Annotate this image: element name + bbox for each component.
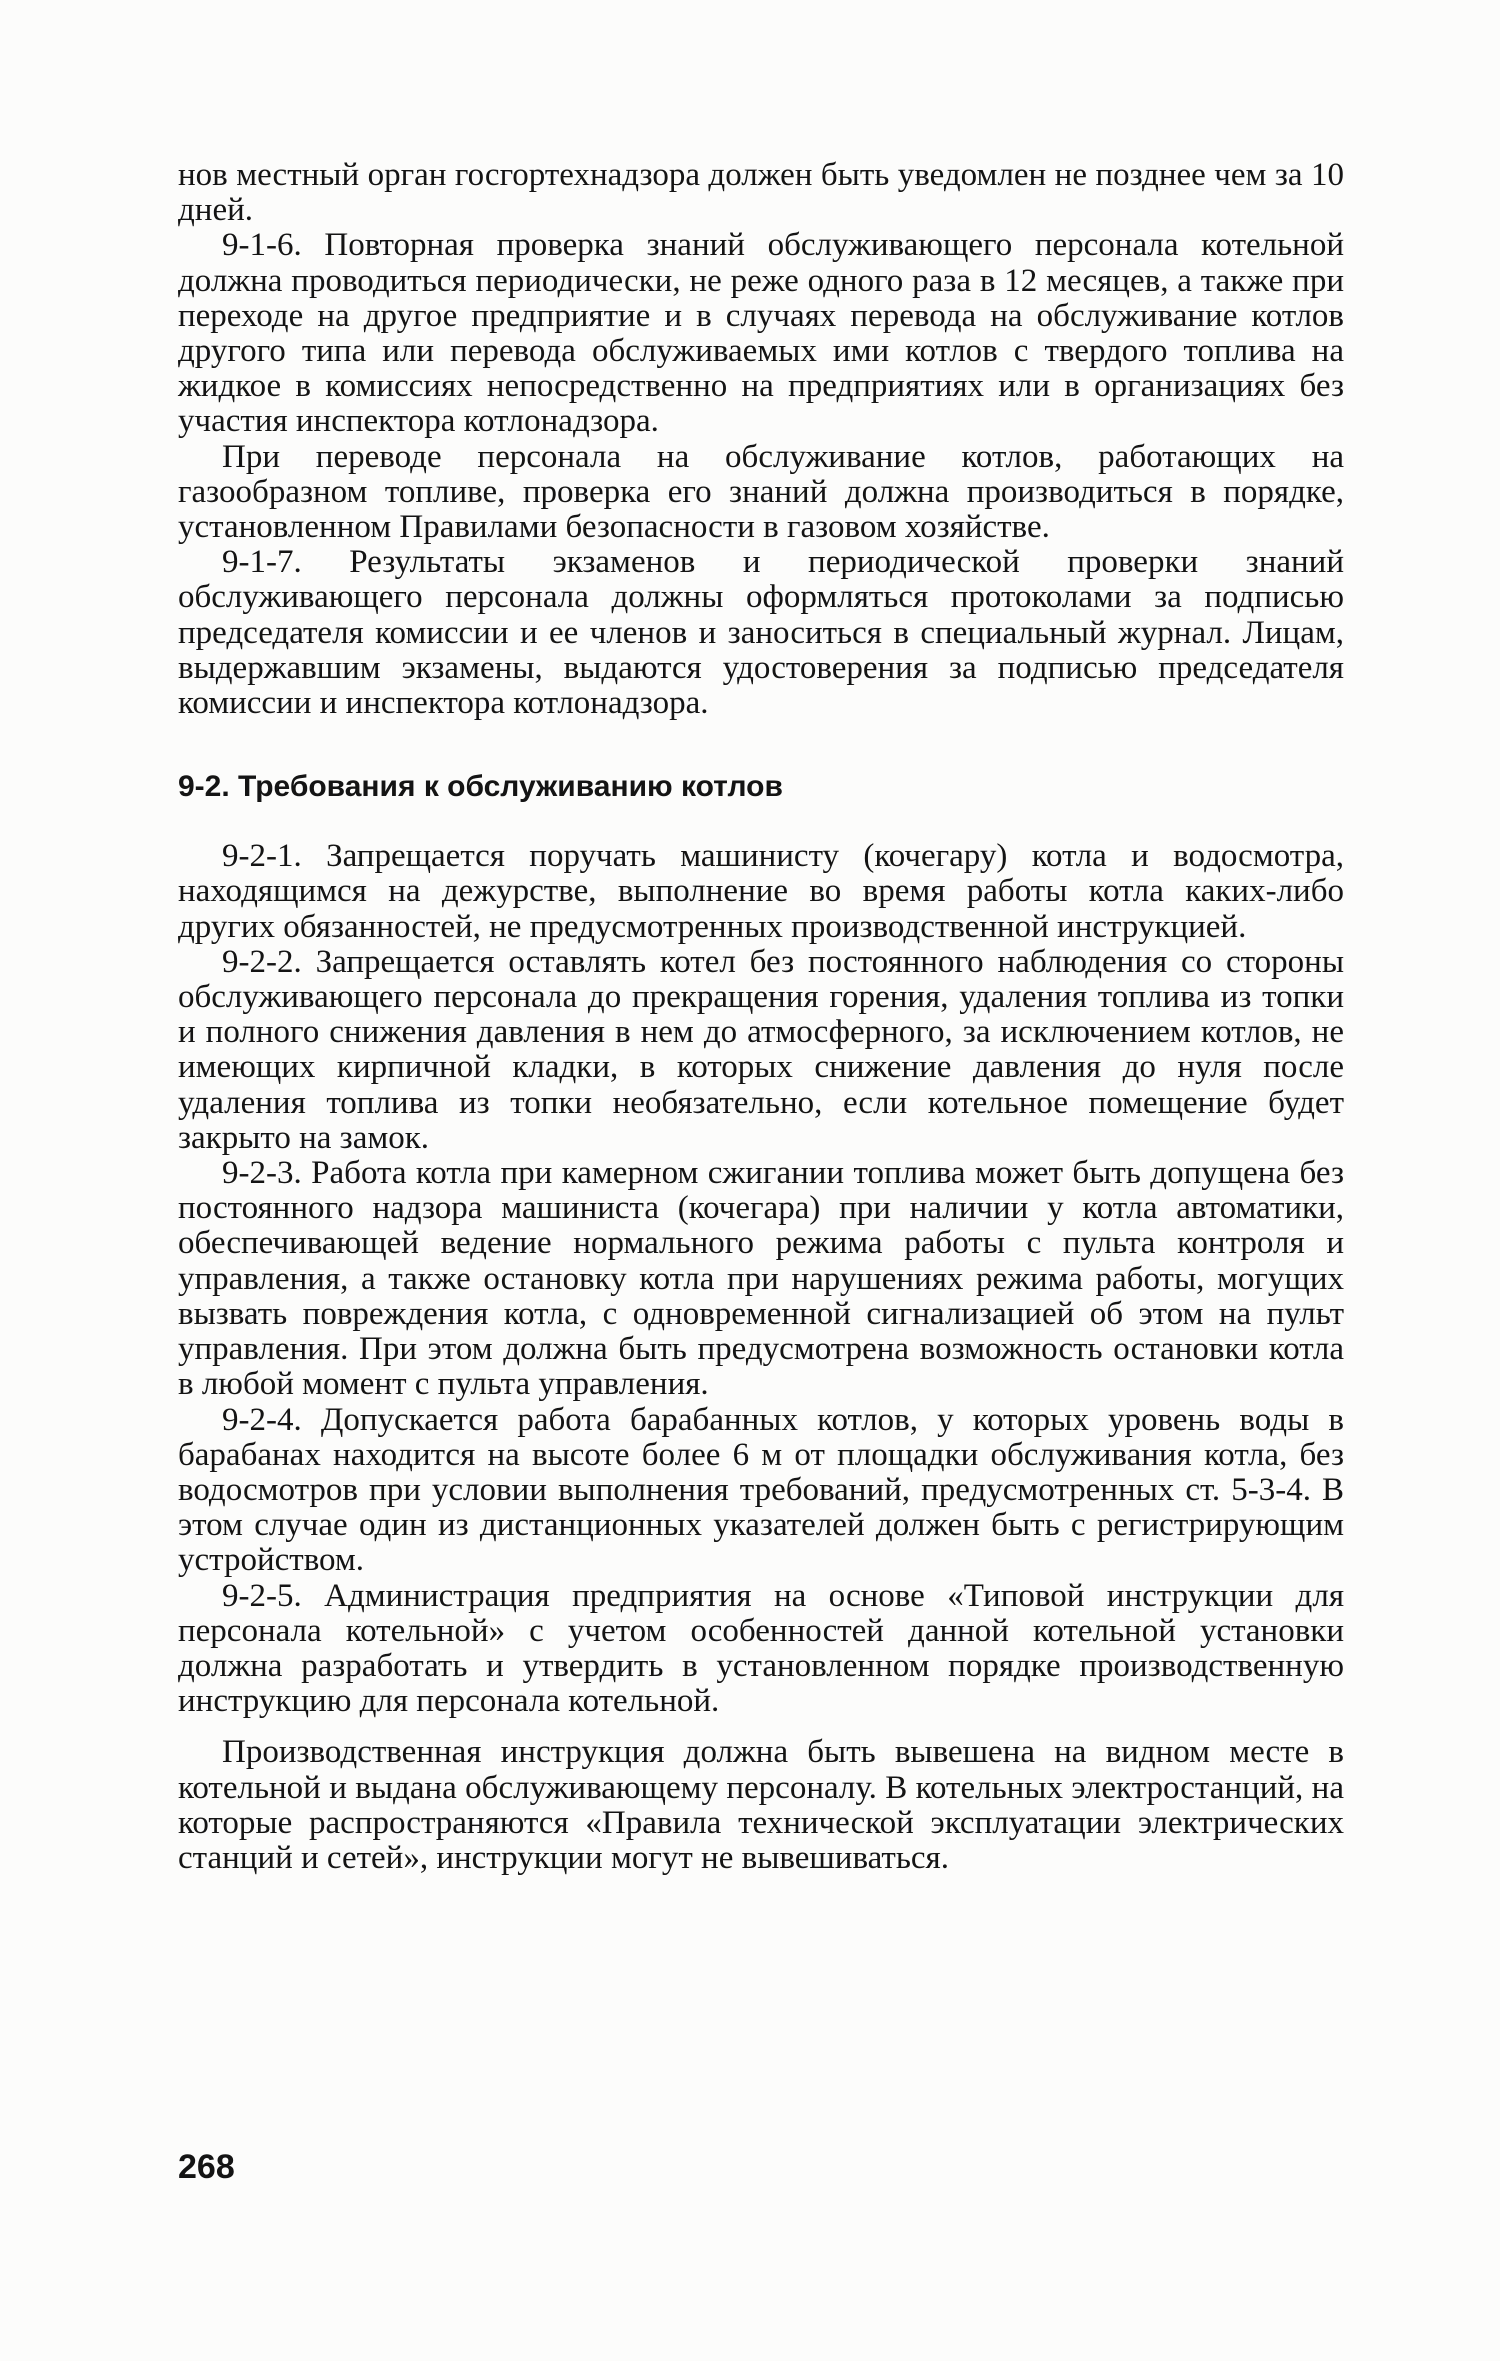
- paragraph-9-2-3: 9-2-3. Работа котла при камерном сжигании топлива может быть допущена без постоянного надзора машиниста (кочегара) при наличии у котла автоматики, обеспечивающей ведение нормального режима работы с пульта контроля и управления, а также остановку котла при нарушениях режима работы, могущих вызвать повреждения котла, с одновременной сигнализацией об этом на пульт управления. При этом должна быть предусмотрена возможность остановки котла в любой момент с пульта управления.: [178, 1155, 1344, 1403]
- paragraph-9-2-5: 9-2-5. Администрация предприятия на основе «Типовой инструкции для персонала котельной» с учетом особенностей данной котельной установки должна разработать и утвердить в установленном порядке производственную инструкцию для персонала котельной.: [178, 1577, 1344, 1720]
- section-heading: 9-2. Требования к обслуживанию котлов: [178, 770, 783, 804]
- paragraph-9-2-4: 9-2-4. Допускается работа барабанных котлов, у которых уровень воды в барабанах находится на высоте более 6 м от площадки обслуживания котла, без водосмотров при условии выполнения требований, предусмотренных ст. 5-3-4. В этом случае один из дистанционных указателей должен быть с регистрирующим устройством.: [178, 1401, 1344, 1579]
- paragraph-instruction-posting: Производственная инструкция должна быть вывешена на видном месте в котельной и выдана обслуживающему персоналу. В котельных электростанций, на которые распространяются «Правила технической эксплуатации электрических станций и сетей», инструкции могут не вывешиваться.: [178, 1734, 1344, 1876]
- paragraph-9-1-6: 9-1-6. Повторная проверка знаний обслуживающего персонала котельной должна проводиться периодически, не реже одного раза в 12 месяцев, а также при переходе на другое предприятие и в случаях перевода на обслуживание котлов другого типа или перевода обслуживаемых ими котлов с твердого топлива на жидкое в комиссиях непосредственно на предприятиях или в организациях без участия инспектора котлонадзора.: [178, 227, 1344, 440]
- paragraph-9-1-7: 9-1-7. Результаты экзаменов и периодической проверки знаний обслуживающего персонала должны оформляться протоколами за подписью председателя комиссии и ее членов и заноситься в специальный журнал. Лицам, выдержавшим экзамены, выдаются удостоверения за подписью председателя комиссии и инспектора котлонадзора.: [178, 544, 1344, 722]
- page-content: [178, 158, 1344, 1876]
- page-number: 268: [178, 2148, 235, 2186]
- paragraph-gas-fuel: При переводе персонала на обслуживание котлов, работающих на газообразном топливе, проверка его знаний должна производиться в порядке, установленном Правилами безопасности в газовом хозяйстве.: [178, 438, 1344, 546]
- paragraph-continuation: нов местный орган госгортехнадзора должен быть уведомлен не позднее чем за 10 дней.: [178, 157, 1344, 229]
- paragraph-9-2-1: 9-2-1. Запрещается поручать машинисту (кочегару) котла и водосмотра, находящимся на дежурстве, выполнение во время работы котла каких-либо других обязанностей, не предусмотренных производственной инструкцией.: [178, 838, 1344, 945]
- paragraph-gap: [178, 1719, 1344, 1735]
- paragraph-9-2-2: 9-2-2. Запрещается оставлять котел без постоянного наблюдения со стороны обслуживающего персонала до прекращения горения, удаления топлива из топки и полного снижения давления в нем до атмосферного, за исключением котлов, не имеющих кирпичной кладки, в которых снижение давления до нуля после удаления топлива из топки необязательно, если котельное помещение будет закрыто на замок.: [178, 943, 1344, 1156]
